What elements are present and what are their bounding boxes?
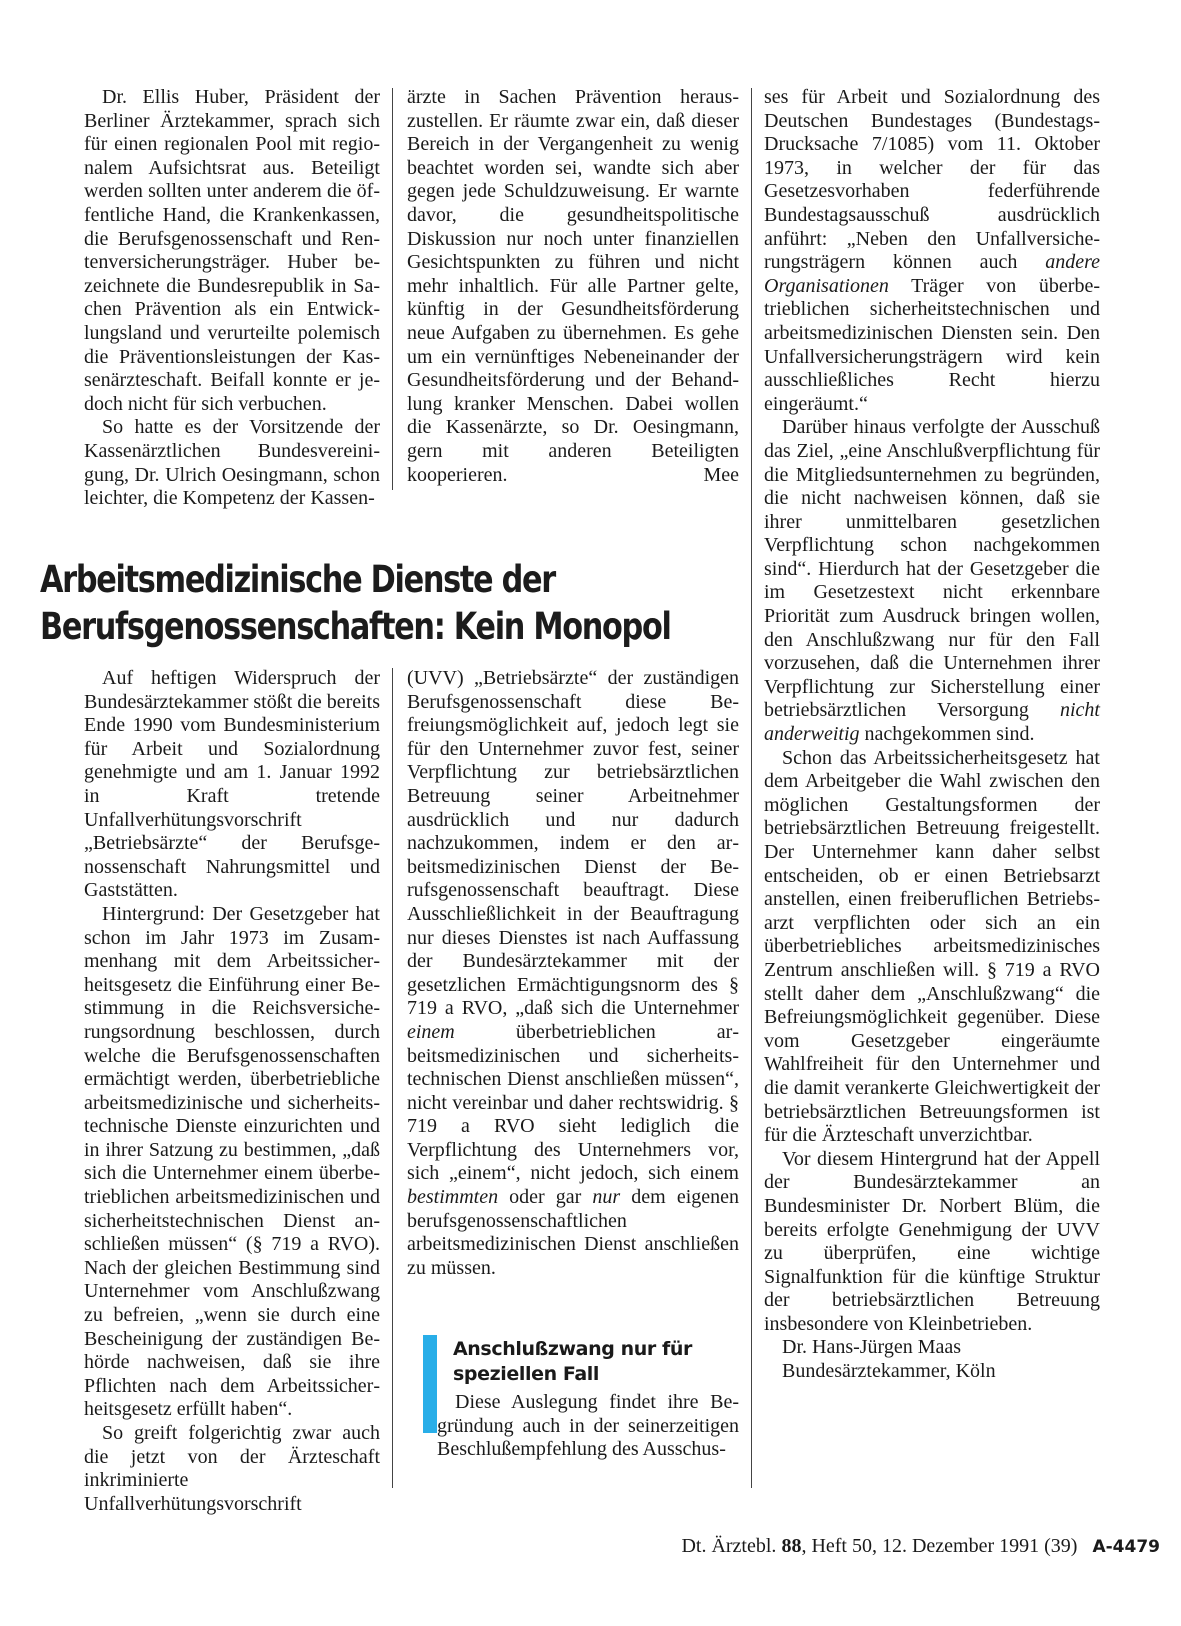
issue-info: , Heft 50, 12. Dezember 1991 (39) bbox=[801, 1535, 1078, 1557]
headline-line-1: Arbeitsmedizinische Dienste der bbox=[40, 558, 555, 601]
journal-name: Dt. Ärztebl. bbox=[681, 1535, 777, 1557]
paragraph: (UVV) „Betriebsärzte“ der zuständigen Berufsgenossenschaft diese Befreiungsmöglichkeit auf, jedoch legt sie für den Unternehmer zuvor fest, seiner Verpflichtung zur betriebsärztlichen Betreuung seiner Arbeitnehmer ausdrücklich und nur dadurch nachzukommen, indem er den arbeitsmedizinischen Dienst der Berufsgenossenschaft beauftragt. Diese Ausschließlichkeit in der Beauftragung nur dieses Dienstes ist nach Auffassung der Bundesärztekammer mit der gesetzlichen Ermächtigungsnorm des § 719 a RVO, „daß sich die Unternehmer einem überbetrieblichen arbeitsmedizinischen und sicherheitstechnischen Dienst anschließen müssen“, nicht vereinbar und daher rechtswidrig. § 719 a RVO sieht lediglich die Verpflichtung des Unternehmers vor, sich „einem“, nicht jedoch, sich einem bestimmten oder gar nur dem eigenen berufsgenossenschaftlichen arbeitsmedizinischen Dienst anschließen zu müssen. bbox=[407, 667, 740, 1279]
page-footer bbox=[600, 1535, 1160, 1558]
paragraph: ärzte in Sachen Prävention herauszustellen. Er räumte zwar ein, daß dieser Bereich in der Vergangenheit zu wenig beachtet worden sei, wandte sich aber gegen jede Schuldzuweisung. Er warnte davor, die gesundheitspolitische Diskussion nur noch unter finanziellen Gesichtspunkten zu führen und nicht mehr inhaltlich. Für alle Partner gelte, künftig in der Gesundheitsförderung neue Aufgaben zu übernehmen. Es gehe um ein vernünftiges Nebeneinander der Gesundheitsförderung und der Behandlung kranker Menschen. Dabei wollen die Kassenärzte, so Dr. Oesingmann, gern mit anderen Beteiligten kooperieren. Mee bbox=[407, 86, 739, 486]
paragraph: Schon das Arbeitssicherheitsgesetz hat dem Arbeitgeber die Wahl zwischen den möglichen Gestaltungsformen der betriebsärztlichen Betreuung freigestellt. Der Unternehmer kann daher selbst entscheiden, ob er einen Betriebsarzt anstellen, einen freiberuflichen Betriebsarzt verpflichten oder sich an ein überbetriebliches arbeitsmedizinisches Zentrum anschließen will. § 719 a RVO stellt daher dem „Anschlußzwang“ die Befreiungsmöglichkeit gegenüber. Diese vom Gesetzgeber eingeräumte Wahlfreiheit für den Unternehmer und die damit verankerte Gleichwertigkeit der betriebsärztlichen Betreuungsformen ist für die Ärzteschaft unverzichtbar. bbox=[764, 746, 1100, 1147]
column-rule bbox=[751, 88, 752, 1488]
article-column-3 bbox=[764, 86, 1100, 1384]
author-signature: Dr. Hans-Jürgen Maas bbox=[782, 1336, 962, 1359]
paragraph: ses für Arbeit und Sozialordnung des Deutschen Bundestages (Bundestags-Drucksache 7/1085) vom 11. Oktober 1973, in welcher der für das Gesetzesvorhaben federführende Bundestagsausschuß ausdrücklich anführt: „Neben den Unfallversicherungsträgern können auch andere Organisationen Träger von überbetrieblichen sicherheitstechnischen und arbeitsmedizinischen Diensten sein. Den Unfallversicherungsträgern wird kein ausschließliches Recht hierzu eingeräumt.“ bbox=[764, 86, 1100, 415]
author-initials: Mee bbox=[703, 463, 739, 486]
article-column-1 bbox=[84, 667, 380, 1516]
column-rule bbox=[392, 88, 393, 490]
paragraph: Diese Auslegung findet ihre Begründung auch in der seinerzeitigen Beschlußempfehlung des Ausschus- bbox=[437, 1391, 739, 1461]
accent-bar bbox=[423, 1335, 437, 1433]
paragraph: So greift folgerichtig zwar auch die jetzt von der Ärzteschaft inkriminierte Unfallverhütungsvorschrift bbox=[84, 1422, 380, 1515]
paragraph: So hatte es der Vorsitzende der Kassenärztlichen Bundesvereinigung, Dr. Ulrich Oesingmann, schon leichter, die Kompetenz der Kassen- bbox=[84, 416, 380, 510]
paragraph: Dr. Ellis Huber, Präsident der Berliner Ärztekammer, sprach sich für einen regionalen Pool mit regionalem Aufsichtsrat aus. Beteiligt werden sollten unter anderem die öffentliche Hand, die Krankenkassen, die Berufsgenossenschaft und Rentenversicherungsträger. Huber bezeichnete die Bundesrepublik in Sachen Prävention als ein Entwicklungsland und verurteilte polemisch die Präventionsleistungen der Kassenärzteschaft. Beifall konnte er jedoch nicht für sich verbuchen. bbox=[84, 86, 380, 415]
article-column-2 bbox=[407, 667, 739, 1280]
article-headline bbox=[40, 556, 671, 650]
page-number: A-4479 bbox=[1092, 1537, 1160, 1557]
paragraph: Auf heftigen Widerspruch der Bundesärztekammer stößt die bereits Ende 1990 vom Bundesministerium für Arbeit und Sozialordnung genehmigte und am 1. Januar 1992 in Kraft tretende Unfallverhütungsvorschrift „Betriebsärzte“ der Berufsgenossenschaft Nahrungsmittel und Gaststätten. bbox=[84, 667, 381, 902]
paragraph: Vor diesem Hintergrund hat der Appell der Bundesärztekammer an Bundesminister Dr. Norbert Blüm, die bereits erfolgte Genehmigung der UVV zu überprüfen, eine wichtige Signalfunktion für die künftige Struktur der betriebsärztlichen Betreuung insbesondere von Kleinbetrieben. bbox=[764, 1147, 1100, 1335]
paragraph: Darüber hinaus verfolgte der Ausschuß das Ziel, „eine Anschlußverpflichtung für die Mitgliedsunternehmen zu begründen, die nicht nachweisen können, daß sie ihrer unmittelbaren gesetzlichen Verpflichtung schon nachgekommen sind“. Hierdurch hat der Gesetzgeber die im Gesetzestext nicht erkennbare Priorität zum Ausdruck bringen wollen, den Anschlußzwang nur für den Fall vorzusehen, daß die Unternehmen ihrer Verpflichtung zur Sicherstellung einer betriebsärztlichen Versorgung nicht anderweitig nachgekommen sind. bbox=[764, 416, 1100, 746]
column-rule bbox=[392, 668, 393, 1488]
article-column-2-continued bbox=[437, 1391, 739, 1462]
headline-line-2: Berufsgenossenschaften: Kein Monopol bbox=[40, 605, 671, 648]
subheading: Anschlußzwang nur für speziellen Fall bbox=[453, 1338, 693, 1385]
prev-article-column-1 bbox=[84, 86, 380, 511]
author-affiliation: Bundesärztekammer, Köln bbox=[782, 1360, 996, 1383]
paragraph: Hintergrund: Der Gesetzgeber hat schon im Jahr 1973 im Zusammenhang mit dem Arbeitssicherheitsgesetz die Einführung einer Bestimmung in die Reichsversicherungsordnung beschlossen, durch welche die Berufsgenossenschaften ermächtigt werden, überbetriebliche arbeitsmedizinische und sicherheitstechnische Dienste einzurichten und in ihrer Satzung zu bestimmen, „daß sich die Unternehmer einem überbetrieblichen arbeitsmedizinischen und sicherheitstechnischen Dienst anschließen müssen“ (§ 719 a RVO). Nach der gleichen Bestimmung sind Unternehmer vom Anschlußzwang zu befreien, „wenn sie durch eine Bescheinigung der zuständigen Behörde nachweisen, daß sie ihre Pflichten nach dem Arbeitssicherheitsgesetz erfüllt haben“. bbox=[84, 902, 380, 1421]
journal-volume: 88 bbox=[781, 1535, 802, 1557]
prev-article-column-2 bbox=[407, 86, 739, 487]
